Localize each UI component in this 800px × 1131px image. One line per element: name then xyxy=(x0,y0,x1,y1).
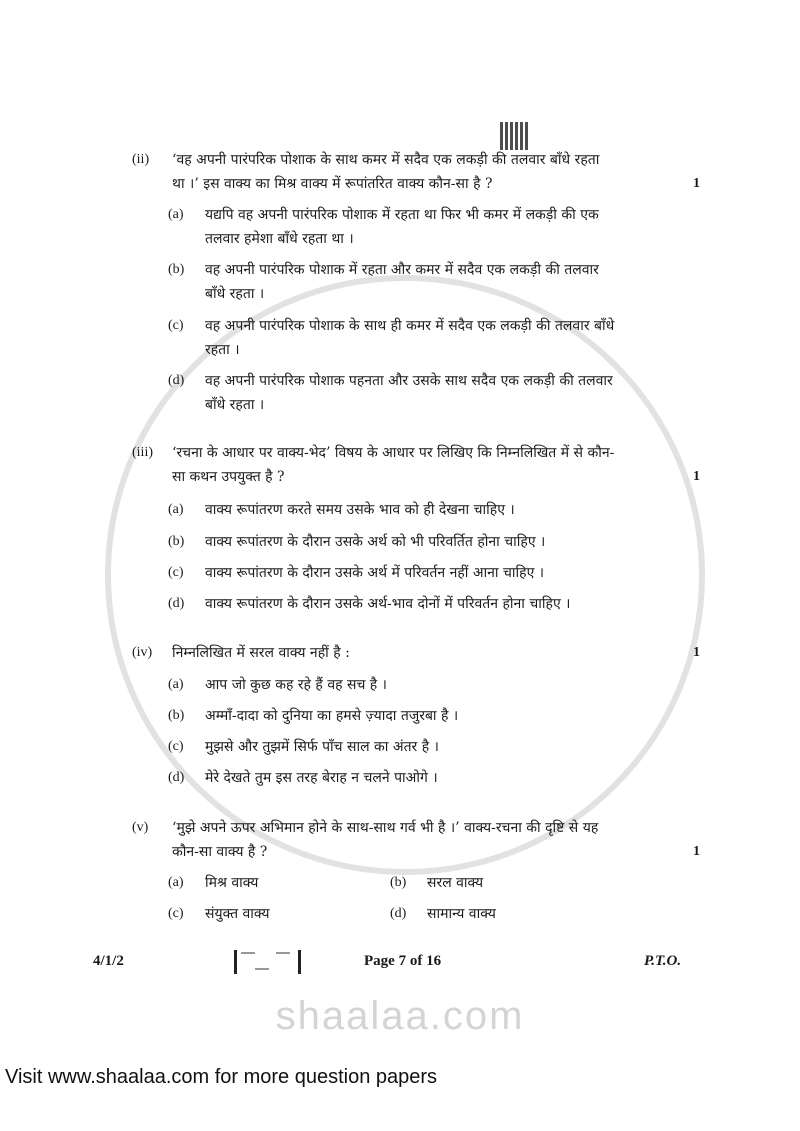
option-text: वाक्य रूपांतरण के दौरान उसके अर्थ-भाव दोनों में परिवर्तन होना चाहिए । xyxy=(205,596,571,612)
option-label: (b) xyxy=(168,262,185,277)
option-label: (a) xyxy=(168,502,184,517)
option-text: यद्यपि वह अपनी पारंपरिक पोशाक में रहता था फिर भी कमर में लकड़ी की एक xyxy=(205,207,599,223)
option-text: वाक्य रूपांतरण के दौरान उसके अर्थ को भी परिवर्तित होना चाहिए । xyxy=(205,534,546,550)
option-text: बाँधे रहता । xyxy=(205,286,265,302)
option-text: बाँधे रहता । xyxy=(205,397,265,413)
question-number: (ii) xyxy=(132,152,150,167)
option-label: (d) xyxy=(168,373,185,388)
option-text: सरल वाक्य xyxy=(427,875,484,891)
page-number: Page 7 of 16 xyxy=(364,953,442,969)
option-text: तलवार हमेशा बाँधे रहता था । xyxy=(205,231,354,247)
question-text: सा कथन उपयुक्त है ? xyxy=(172,469,285,485)
option-label: (b) xyxy=(390,875,407,890)
option-text: रहता । xyxy=(205,342,240,358)
option-text: वाक्य रूपांतरण करते समय उसके भाव को ही देखना चाहिए । xyxy=(205,502,515,518)
option-label: (d) xyxy=(390,906,407,921)
option-label: (c) xyxy=(168,906,184,921)
option-label: (a) xyxy=(168,677,184,692)
question-text: ‘रचना के आधार पर वाक्य-भेद’ विषय के आधार पर लिखिए कि निम्नलिखित में से कौन- xyxy=(172,445,615,461)
paper-code: 4/1/2 xyxy=(93,953,124,969)
option-label: (d) xyxy=(168,770,185,785)
option-text: संयुक्त वाक्य xyxy=(205,906,270,922)
question-text: ‘वह अपनी पारंपरिक पोशाक के साथ कमर में सदैव एक लकड़ी की तलवार बाँधे रहता xyxy=(172,152,600,168)
question-number: (iii) xyxy=(132,445,153,460)
option-text: वह अपनी पारंपरिक पोशाक में रहता और कमर में सदैव एक लकड़ी की तलवार xyxy=(205,262,599,278)
question-text: ‘मुझे अपने ऊपर अभिमान होने के साथ-साथ गर्व भी है ।’ वाक्य-रचना की दृष्टि से यह xyxy=(172,820,599,836)
option-text: मिश्र वाक्य xyxy=(205,875,259,891)
barcode-icon xyxy=(234,950,302,974)
option-label: (a) xyxy=(168,207,184,222)
marks: 1 xyxy=(693,645,700,660)
option-label: (b) xyxy=(168,534,185,549)
option-text: वह अपनी पारंपरिक पोशाक पहनता और उसके साथ सदैव एक लकड़ी की तलवार xyxy=(205,373,613,389)
marks: 1 xyxy=(693,469,700,484)
question-text: था ।’ इस वाक्य का मिश्र वाक्य में रूपांतरित वाक्य कौन-सा है ? xyxy=(172,176,493,192)
option-text: मेरे देखते तुम इस तरह बेराह न चलने पाओगे । xyxy=(205,770,438,786)
watermark-text: shaalaa.com xyxy=(275,994,525,1038)
option-text: मुझसे और तुझमें सिर्फ पाँच साल का अंतर है । xyxy=(205,739,439,755)
option-label: (a) xyxy=(168,875,184,890)
pto-label: P.T.O. xyxy=(644,953,682,969)
option-text: वाक्य रूपांतरण के दौरान उसके अर्थ में परिवर्तन नहीं आना चाहिए । xyxy=(205,565,545,581)
option-label: (c) xyxy=(168,739,184,754)
marks: 1 xyxy=(693,844,700,859)
option-label: (c) xyxy=(168,318,184,333)
question-text: निम्नलिखित में सरल वाक्य नहीं है : xyxy=(172,645,350,661)
option-text: आप जो कुछ कह रहे हैं वह सच है । xyxy=(205,677,387,693)
option-label: (b) xyxy=(168,708,185,723)
option-text: वह अपनी पारंपरिक पोशाक के साथ ही कमर में सदैव एक लकड़ी की तलवार बाँधे xyxy=(205,318,615,334)
option-text: सामान्य वाक्य xyxy=(427,906,496,922)
option-label: (c) xyxy=(168,565,184,580)
question-text: कौन-सा वाक्य है ? xyxy=(172,844,268,860)
marks: 1 xyxy=(693,176,700,191)
visit-banner[interactable]: Visit www.shaalaa.com for more question papers xyxy=(5,1066,438,1088)
option-label: (d) xyxy=(168,596,185,611)
qr-code-icon xyxy=(500,122,528,150)
question-number: (v) xyxy=(132,820,149,835)
option-text: अम्माँ-दादा को दुनिया का हमसे ज़्यादा तजुरबा है । xyxy=(205,708,459,724)
question-number: (iv) xyxy=(132,645,153,660)
